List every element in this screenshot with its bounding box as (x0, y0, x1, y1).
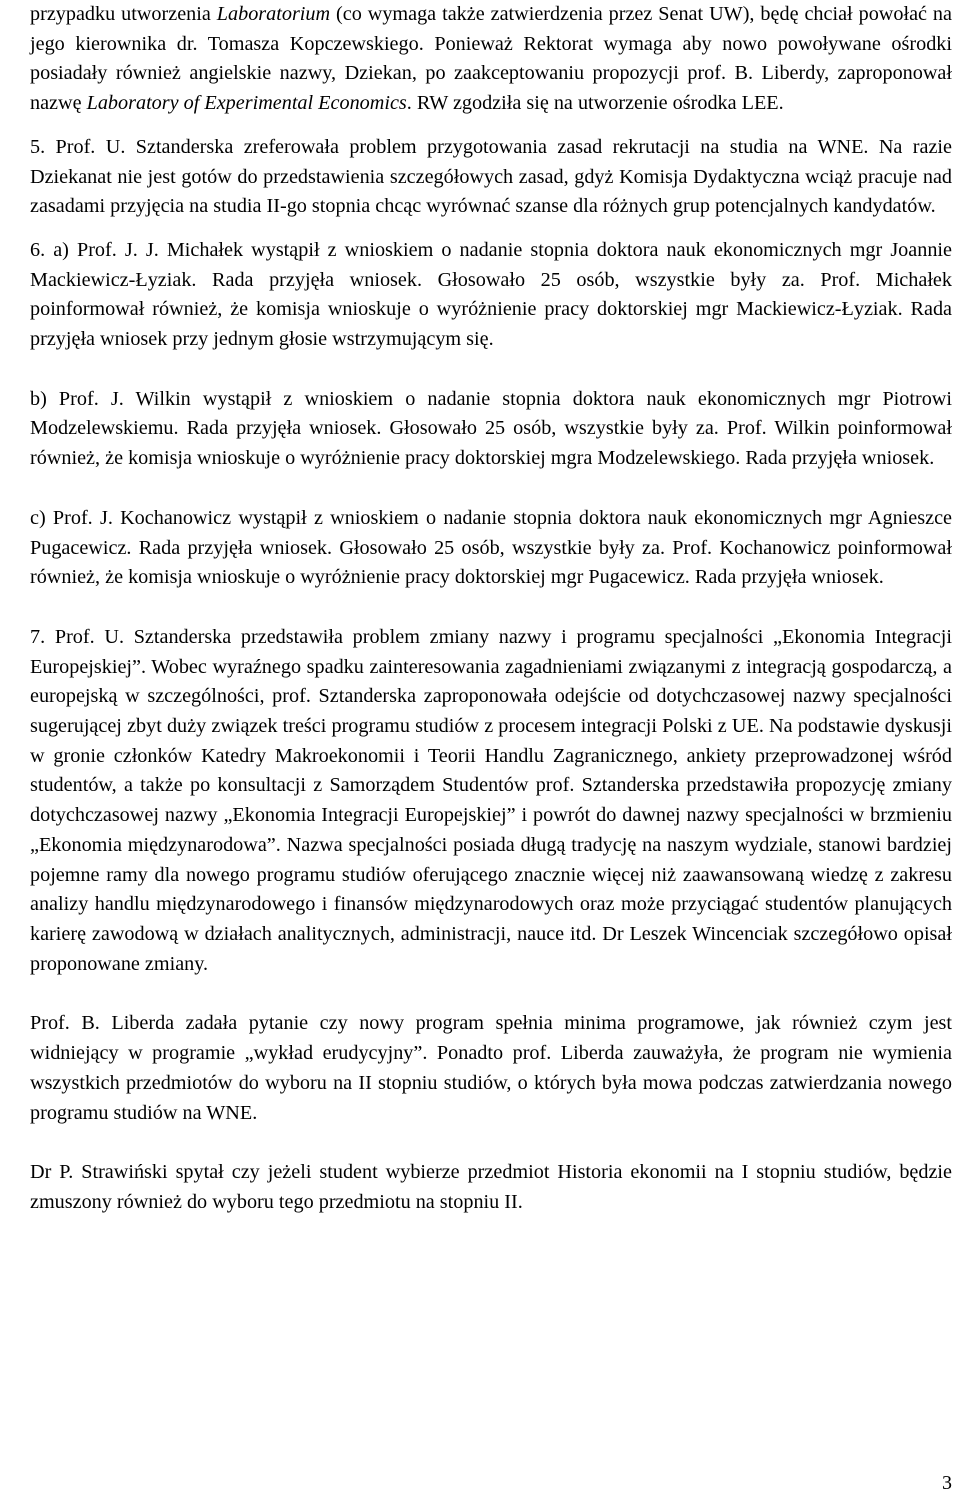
paragraph-item-6a: 6. a) Prof. J. J. Michałek wystąpił z wnioskiem o nadanie stopnia doktora nauk ekonomicznych mgr Joannie Mackiewicz-Łyziak. Rada przyjęła wniosek. Głosowało 25 osób, wszystkie były za. Prof. Michałek poinformował również, że komisja wnioskuje o wyróżnienie pracy doktorskiej mgr Mackiewicz-Łyziak. Rada przyjęła wniosek przy jednym głosie wstrzymującym się. (30, 238, 952, 351)
paragraph-item-7: 7. Prof. U. Sztanderska przedstawiła problem zmiany nazwy i programu specjalności „Ekonomia Integracji Europejskiej”. Wobec wyraźnego spadku zainteresowania zagadnieniami związanymi z integracją gospodarczą, a europejską w szczególności, prof. Sztanderska zaproponowała odejście od dotychczasowej nazwy specjalności sugerującej zbyt duży związek treści programu studiów z procesem integracji Polski z UE. Na podstawie dyskusji w gronie członków Katedry Makroekonomii i Teorii Handlu Zagranicznego, ankiety przeprowadzonej wśród studentów, a także po konsultacji z Samorządem Studentów prof. Sztanderska przedstawiła propozycję zmiany dotychczasowej nazwy „Ekonomia Integracji Europejskiej” i powrót do dawnej nazwy specjalności w brzmieniu „Ekonomia międzynarodowa”. Nazwa specjalności posiada długą tradycję na naszym wydziale, stanowi bardziej pojemne ramy dla nowego programu studiów oferującego znacznie więcej niż zaawansowaną wiedzę z zakresu analizy handlu międzynarodowego i finansów międzynarodowych oraz może przyciągać studentów planujących karierę zawodową w działach analitycznych, administracji, nauce itd. Dr Leszek Wincenciak szczegółowo opisał proponowane zmiany. (30, 625, 952, 975)
paragraph-item-5: 5. Prof. U. Sztanderska zreferowała problem przygotowania zasad rekrutacji na studia na WNE. Na razie Dziekanat nie jest gotów do przedstawienia szczegółowych zasad, gdyż Komisja Dydaktyczna wciąż pracuje nad zasadami przyjęcia na studia II-go stopnia chcąc wyrównać szanse dla różnych grup potencjalnych kandydatów. (30, 135, 952, 218)
document-page (30, 0, 952, 1218)
paragraph-item-6c: c) Prof. J. Kochanowicz wystąpił z wnioskiem o nadanie stopnia doktora nauk ekonomicznych mgr Agnieszce Pugacewicz. Rada przyjęła wniosek. Głosowało 25 osób, wszystkie były za. Prof. Kochanowicz poinformował również, że komisja wnioskuje o wyróżnienie pracy doktorskiej mgr Pugacewicz. Rada przyjęła wniosek. (30, 506, 952, 589)
italic-lee-name: Laboratory of Experimental Economics (86, 92, 407, 115)
page-number: 3 (942, 1472, 952, 1494)
paragraph-liberda-question: Prof. B. Liberda zadała pytanie czy nowy program spełnia minima programowe, jak również czym jest widniejący w programie „wykład erudycyjny”. Ponadto prof. Liberda zauważyła, że program nie wymienia wszystkich przedmiotów do wyboru na II stopniu studiów, o których była mowa podczas zatwierdzania nowego programu studiów na WNE. (30, 1012, 952, 1124)
paragraph-strawinski-question: Dr P. Strawiński spytał czy jeżeli student wybierze przedmiot Historia ekonomii na I stopniu studiów, będzie zmuszony również do wyboru tego przedmiotu na stopniu II. (30, 1161, 952, 1213)
text-run: . RW zgodziła się na utworzenie ośrodka LEE. (406, 92, 784, 115)
italic-laboratorium: Laboratorium (216, 3, 331, 25)
text-run: (co wymaga także zatwierdzenia przez Senat UW), będę chciał powołać na jego kierownika dr. Tomasza Kopczewskiego. Ponieważ Rektorat wymaga aby nowo powoływane ośrodki posiadały również angielskie nazwy, Dziekan, po zaakceptowaniu propozycji prof. B. Liberdy, zaproponował nazwę (30, 3, 952, 115)
text-run: przypadku utworzenia (30, 3, 217, 25)
paragraph-laboratory (30, 0, 952, 119)
paragraph-item-6b: b) Prof. J. Wilkin wystąpił z wnioskiem o nadanie stopnia doktora nauk ekonomicznych mgr Piotrowi Modzelewskiemu. Rada przyjęła wniosek. Głosowało 25 osób, wszystkie były za. Prof. Wilkin poinformował również, że komisja wnioskuje o wyróżnienie pracy doktorskiej mgra Modzelewskiego. Rada przyjęła wniosek. (30, 387, 952, 470)
